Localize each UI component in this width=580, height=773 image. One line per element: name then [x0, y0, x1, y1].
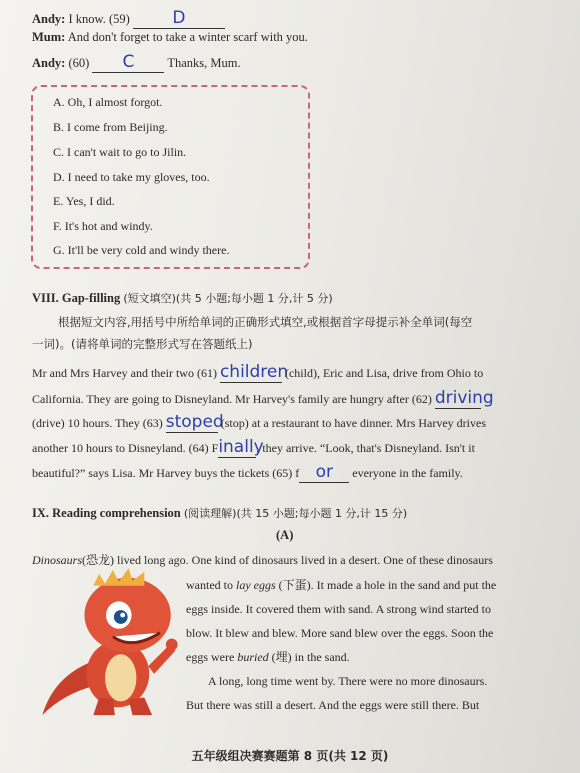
section-title: IX. Reading comprehension [32, 506, 181, 520]
reading-line-2 [186, 573, 499, 597]
handwritten-answer: driving [434, 388, 494, 408]
option-c: C. I can't wait to go to Jilin. [53, 145, 187, 159]
reading-paragraph-1 [186, 573, 499, 717]
handwritten-answer: or [315, 462, 333, 482]
answer-blank-59[interactable] [133, 8, 225, 29]
answer-blank-60[interactable] [92, 52, 164, 73]
text: (下蛋). It made a hole in the sand and put the [275, 578, 497, 592]
text: lay eggs [236, 578, 276, 592]
reading-heading [32, 505, 407, 521]
text: , they arrive. “Look, that's Disneyland. Isn't it [256, 441, 475, 455]
speaker: Andy: [32, 56, 66, 70]
dialogue-line-60 [32, 52, 241, 73]
reading-line-4: blow. It blew and blew. More sand blew over the eggs. Soon the [186, 626, 494, 640]
handwritten-answer: stoped [165, 412, 224, 432]
reading-line-6: A long, long time went by. There were no more dinosaurs. [208, 674, 488, 688]
passage-label: (A) [276, 528, 294, 542]
option-e: E. Yes, I did. [53, 194, 115, 208]
handwritten-answer: C [122, 52, 135, 72]
text: everyone in the family. [352, 466, 463, 480]
reading-line-3: eggs inside. It covered them with sand. A strong wind started to [186, 602, 491, 616]
option-g: G. It'll be very cold and windy there. [53, 243, 230, 257]
dinosaur-illustration [34, 568, 182, 720]
section-title: VIII. Gap-filling [32, 291, 121, 305]
gap-line-1 [32, 362, 483, 383]
gap-line-4 [32, 437, 475, 458]
dialogue-line-59 [32, 8, 225, 29]
instruction-line-2: 一词)。(请将单词的完整形式写在答题纸上) [32, 337, 253, 351]
gap-line-3 [32, 412, 486, 433]
option-b: B. I come from Beijing. [53, 120, 168, 134]
handwritten-answer: inally [218, 437, 264, 457]
dialogue-text: (60) [68, 56, 90, 70]
section-note: (阅读理解)(共 15 小题;每小题 1 分,计 15 分) [183, 507, 408, 520]
gap-filling-heading [32, 290, 333, 306]
handwritten-answer: D [172, 8, 186, 28]
option-d: D. I need to take my gloves, too. [53, 170, 210, 184]
text: (恐龙) lived long ago. One kind of dinosaurs lived in a desert. One of these dinosaurs [82, 553, 493, 567]
text: Dinosaurs [32, 553, 83, 567]
options-box [31, 85, 310, 269]
handwritten-answer: children [219, 362, 289, 382]
dialogue-text: Thanks, Mum. [167, 56, 241, 70]
text: (drive) 10 hours. They (63) [32, 416, 163, 430]
section-note: (短文填空)(共 5 小题;每小题 1 分,计 5 分) [123, 292, 333, 305]
answer-blank-65[interactable] [299, 462, 349, 483]
text: (child), Eric and Lisa, drive from Ohio to [284, 366, 484, 380]
answer-blank-62[interactable] [434, 388, 494, 409]
gap-line-2 [32, 388, 494, 409]
text: (stop) at a restaurant to have dinner. Mrs Harvey drives [220, 416, 486, 430]
option-a: A. Oh, I almost forgot. [53, 95, 163, 109]
text: eggs were [186, 650, 238, 664]
text: Mr and Mrs Harvey and their two (61) [32, 366, 217, 380]
reading-line-5 [186, 645, 499, 669]
dialogue-line-mum [32, 30, 308, 45]
answer-blank-64[interactable] [218, 437, 264, 458]
page-footer: 五年级组决赛赛题第 8 页(共 12 页) [191, 749, 389, 763]
text: California. They are going to Disneyland. Mr Harvey's family are hungry after (62) [32, 392, 432, 406]
option-f: F. It's hot and windy. [53, 219, 153, 233]
dialogue-text: I know. (59) [68, 12, 130, 26]
speaker: Mum: [32, 30, 66, 44]
reading-line-7: But there was still a desert. And the eggs were still there. But [186, 698, 480, 712]
dialogue-text: And don't forget to take a winter scarf with you. [67, 30, 308, 44]
instruction-line-1: 根据短文内容,用括号中所给单词的正确形式填空,或根据首字母提示补全单词(每空 [58, 315, 473, 329]
answer-blank-61[interactable] [219, 362, 289, 383]
reading-line-1 [32, 551, 493, 568]
text: wanted to [186, 578, 236, 592]
text: beautiful?” says Lisa. Mr Harvey buys the tickets (65) f [32, 466, 300, 480]
text: (埋) in the sand. [268, 650, 350, 664]
text: buried [237, 650, 269, 664]
text: another 10 hours to Disneyland. (64) F [32, 441, 219, 455]
gap-line-5 [32, 462, 463, 483]
answer-blank-63[interactable] [165, 412, 224, 433]
speaker: Andy: [32, 12, 66, 26]
